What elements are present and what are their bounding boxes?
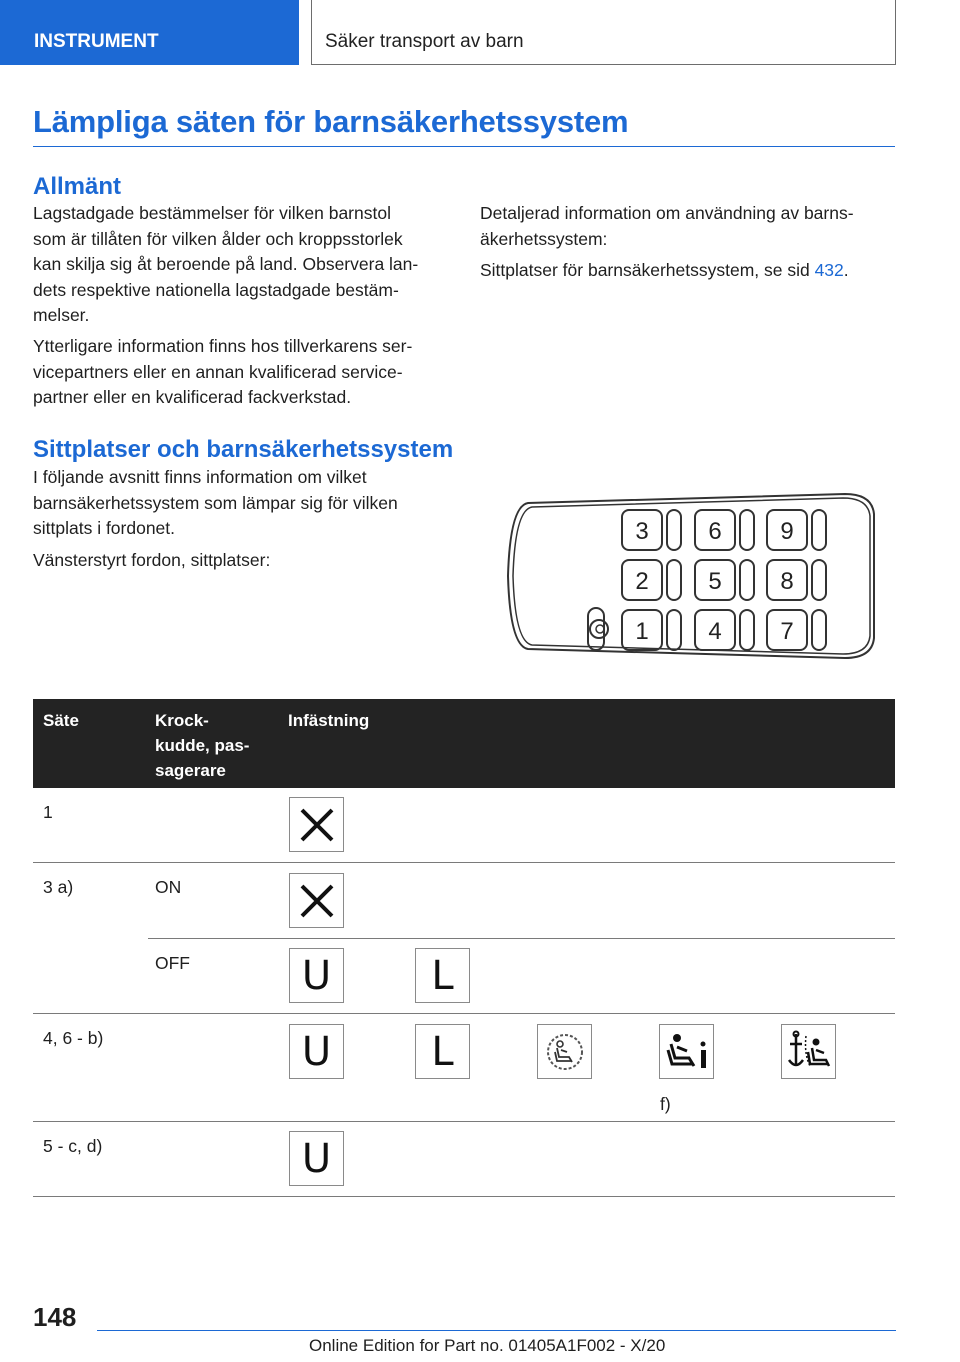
not-suitable-cross-icon — [289, 873, 344, 928]
seat-number: 6 — [708, 518, 722, 545]
airbag-cell: ON — [155, 877, 182, 897]
airbag-cell: OFF — [155, 953, 190, 973]
table-header — [33, 699, 895, 788]
universal-u-icon: U — [289, 948, 344, 1003]
column-seat: Säte — [43, 711, 79, 730]
seat-position-1 — [622, 610, 681, 650]
semi-universal-l-icon: L — [415, 948, 470, 1003]
seat-number: 5 — [708, 568, 722, 595]
semi-universal-l-icon: L — [415, 1024, 470, 1079]
seat-number: 3 — [635, 518, 649, 545]
general-paragraph-1: Lagstadgade bestämmelser för vilken barnstol som är tillåten för vilken ålder och kroppsstorlek kan skilja sig åt beroende på land. Observera lan- dets respektive nationella lagstadgade bestäm- melser. — [33, 203, 419, 325]
seat-position-7 — [767, 610, 826, 650]
column-airbag: Krock- kudde, pas- sagerare — [155, 711, 250, 780]
seat-position-8 — [767, 560, 826, 600]
table-row — [33, 1122, 895, 1197]
child-seat-icon — [537, 1024, 592, 1079]
seat-position-diagram — [500, 488, 878, 664]
seat-number: 7 — [780, 618, 794, 645]
footer-divider — [97, 1330, 896, 1331]
seat-position-2 — [622, 560, 681, 600]
seating-heading: Sittplatser och barnsäkerhetssystem — [33, 436, 454, 463]
table-row — [33, 1014, 895, 1122]
seating-paragraph-1: I följande avsnitt finns information om vilket barnsäkerhetssystem som lämpar sig för vilken sittplats i fordonet. — [33, 467, 398, 538]
seat-cell: 5 - c, d) — [43, 1136, 103, 1156]
seat-cell: 1 — [43, 802, 53, 822]
seat-number: 2 — [635, 568, 649, 595]
general-paragraph-3: Detaljerad information om användning av barns- äkerhetssystem: — [480, 203, 854, 249]
chapter-title: Säker transport av barn — [311, 0, 896, 65]
seat-position-3 — [622, 510, 681, 550]
subrow-divider — [148, 938, 895, 939]
seat-position-5 — [695, 560, 754, 600]
edition-info: Online Edition for Part no. 01405A1F002 - X/20 — [309, 1336, 666, 1355]
universal-u-icon: U — [289, 1131, 344, 1186]
seat-suitability-table — [33, 699, 895, 1197]
section-tab: INSTRUMENT — [0, 0, 299, 65]
general-paragraph-4: Sittplatser för barnsäkerhetssystem, se sid 432. — [480, 260, 849, 280]
seat-cell: 4, 6 - b) — [43, 1028, 104, 1048]
page-reference-link[interactable]: 432 — [814, 260, 844, 280]
not-suitable-cross-icon — [289, 797, 344, 852]
isofix-anchor-icon — [781, 1024, 836, 1079]
seat-number: 1 — [635, 618, 649, 645]
seat-position-9 — [767, 510, 826, 550]
page-title: Lämpliga säten för barnsäkerhetssystem — [33, 104, 629, 139]
steering-wheel-icon — [588, 608, 608, 650]
seat-number: 8 — [780, 568, 794, 595]
general-paragraph-2: Ytterligare information finns hos tillverkarens ser- vicepartners eller en annan kvalificerad service- partner eller en kvalificerad fackverkstad. — [33, 336, 413, 407]
seating-paragraph-2: Vänsterstyrt fordon, sittplatser: — [33, 550, 271, 570]
footnote-ref: f) — [660, 1094, 671, 1114]
universal-u-icon: U — [289, 1024, 344, 1079]
table-row — [33, 863, 895, 1014]
seat-number: 9 — [780, 518, 794, 545]
page-number: 148 — [33, 1302, 77, 1332]
general-heading: Allmänt — [33, 173, 122, 200]
seat-cell: 3 a) — [43, 877, 74, 897]
child-seat-info-icon — [659, 1024, 714, 1079]
column-mount: Infästning — [288, 711, 370, 730]
seat-number: 4 — [708, 618, 722, 645]
title-divider — [33, 146, 895, 147]
seat-position-6 — [695, 510, 754, 550]
table-row — [33, 788, 895, 863]
seat-position-4 — [695, 610, 754, 650]
